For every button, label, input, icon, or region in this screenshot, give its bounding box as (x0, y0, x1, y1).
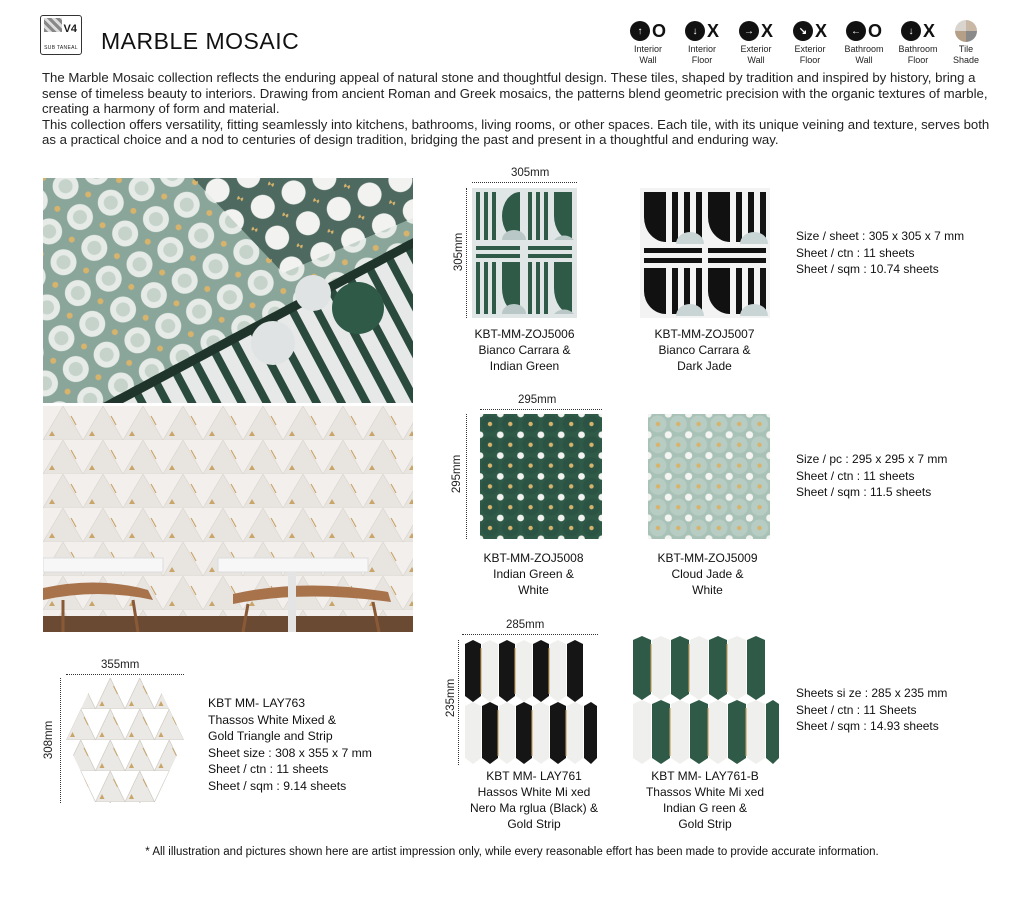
group2-width-label: 295mm (518, 394, 557, 406)
tile-zoj5009-image (648, 414, 770, 539)
group2-specs: Size / pc : 295 x 295 x 7 mm Sheet / ctn : 11 sheets Sheet / sqm : 11.5 sheets (796, 452, 948, 499)
group3-specs: Sheets si ze : 285 x 235 mm Sheet / ctn : 11 Sheets Sheet / sqm : 14.93 sheets (796, 686, 948, 733)
tile-lay761-image (462, 640, 598, 765)
group4-width-label: 355mm (101, 659, 140, 671)
logo-version: V4 (63, 23, 77, 35)
group2-width-line (480, 409, 602, 410)
group2-height-line (466, 414, 467, 539)
tile-zoj5006-image (472, 188, 577, 318)
group1-width-label: 305mm (511, 167, 550, 179)
intro-paragraph-1: The Marble Mosaic collection reflects the enduring appeal of natural stone and thoughtful design. These tiles, shaped by tradition and inspired by history, bring a sense of timeless beauty to interiors. Drawing from ancient Roman and Greek mosaics, the patterns blend geometric precision with the organic textures of marble, creating a harmony of form and material. (42, 70, 988, 117)
group1-height-label: 305mm (453, 232, 466, 272)
tile-lay761-caption: KBT MM- LAY761 Hassos White Mi xed Nero Ma rglua (Black) & Gold Strip (469, 769, 599, 831)
tile-lay761b-image (630, 636, 780, 766)
group2-height-label: 295mm (451, 454, 464, 494)
tile-lay763-image (66, 678, 184, 803)
intro-paragraph-2: This collection offers versatility, fitting seamlessly into kitchens, bathrooms, living rooms, or other spaces. Each tile, with its unique veining and texture, serves both as a practical choice and a nod to centuries of design tradition, bridging the past and present in a thoughtful and enduring way. (42, 116, 990, 148)
tile-zoj5008-image (480, 414, 602, 539)
interior-floor-icon: ↓ X Interior Floor (676, 20, 728, 66)
tile-lay761b-caption: KBT MM- LAY761-B Thassos White Mi xed Indian G reen & Gold Strip (645, 769, 765, 831)
tile-zoj5007-image (640, 188, 770, 318)
cafe-wall-photo (43, 406, 413, 632)
group4-width-line (66, 674, 184, 675)
bathroom-wall-icon: ← O Bathroom Wall (844, 21, 884, 65)
group3-height-line (458, 640, 459, 765)
group4-height-label: 308mm (43, 720, 56, 760)
usage-icons (622, 20, 992, 72)
tile-zoj5007-caption: KBT-MM-ZOJ5007 Bianco Carrara & Dark Jade (654, 327, 755, 373)
tile-shade-icon: Tile Shade (940, 20, 992, 66)
group3-width-label: 285mm (506, 619, 545, 631)
footnote-disclaimer: * All illustration and pictures shown here are artist impression only, while every reasonable effort has been made to provide accurate information. (145, 846, 879, 858)
exterior-floor-icon: ↘ X Exterior Floor (794, 21, 827, 65)
group1-width-line (472, 182, 577, 183)
group4-height-line (60, 678, 61, 803)
page-title: MARBLE MOSAIC (101, 28, 300, 54)
group4-specs: KBT MM- LAY763 Thassos White Mixed & Gold Triangle and Strip Sheet size : 308 x 355 x 7 mm Sheet / ctn : 11 sheets Sheet / sqm : 9.14 sheets (208, 696, 372, 793)
logo-mosaic-icon (44, 18, 62, 32)
brand-logo (40, 15, 82, 55)
logo-subtext: SUB TANEAL (44, 45, 78, 51)
tile-zoj5009-caption: KBT-MM-ZOJ5009 Cloud Jade & White (657, 551, 758, 597)
exterior-wall-icon: → X Exterior Wall (740, 21, 773, 65)
group1-height-line (466, 188, 467, 318)
interior-wall-icon: ↑ O Interior Wall (622, 20, 674, 66)
group3-height-label: 235mm (445, 678, 458, 718)
bathroom-floor-icon: ↓ X Bathroom Floor (898, 21, 938, 65)
intro-text (42, 70, 992, 148)
group1-specs: Size / sheet : 305 x 305 x 7 mm Sheet / ctn : 11 sheets Sheet / sqm : 10.74 sheets (796, 229, 965, 276)
group3-width-line (462, 634, 598, 635)
floor-installation-photo (43, 178, 413, 403)
tile-zoj5006-caption: KBT-MM-ZOJ5006 Bianco Carrara & Indian Green (474, 327, 575, 373)
tile-zoj5008-caption: KBT-MM-ZOJ5008 Indian Green & White (483, 551, 584, 597)
